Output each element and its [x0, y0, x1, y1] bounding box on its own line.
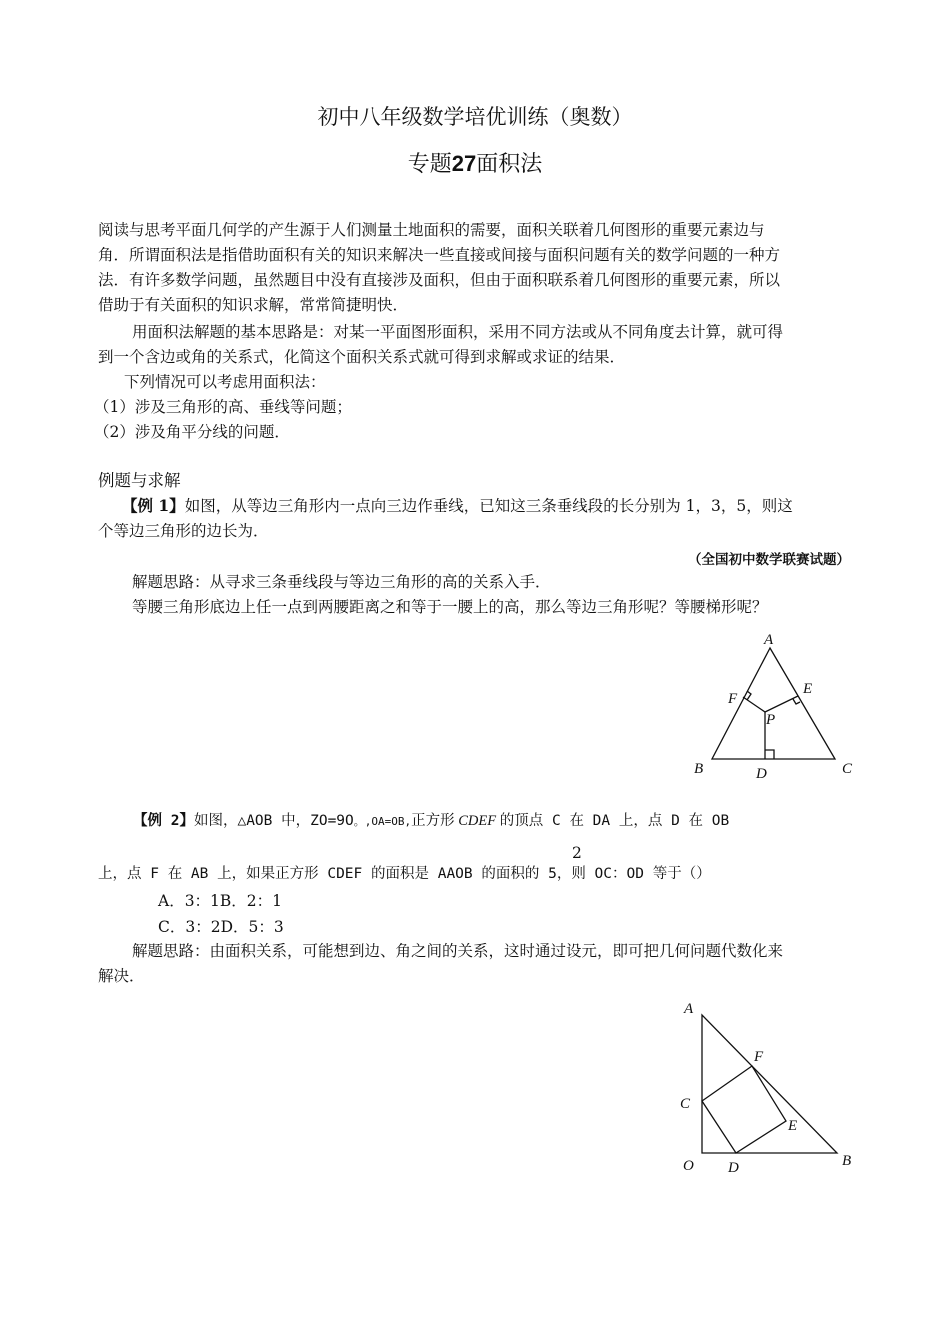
intro-item-2: （2）涉及角平分线的问题． [94, 423, 290, 441]
example1-line-2: 个等边三角形的边长为． [98, 522, 269, 540]
example1-hint: 解题思路：从寻求三条垂线段与等边三角形的高的关系入手． [132, 573, 551, 591]
example1-tag: 【例 1】 [122, 496, 185, 515]
example2-text-d: CDEF [454, 813, 500, 829]
example2-hint-line-2: 解决． [98, 967, 145, 985]
right-triangle-square-figure [670, 995, 870, 1185]
example2-text-e: 的顶点 C 在 DA 上，点 D 在 OB [499, 813, 730, 829]
label-a: A [764, 632, 774, 648]
example2-line-1 [133, 809, 729, 835]
label-a: A [684, 1001, 694, 1017]
perp-pe [765, 696, 798, 712]
right-angle-e [793, 699, 800, 704]
subtitle-suffix: 面积法 [476, 152, 543, 177]
label-o: O [683, 1158, 694, 1174]
subtitle-number: 27 [451, 151, 477, 176]
equilateral-triangle-figure [690, 628, 865, 788]
label-b: B [694, 761, 704, 777]
example1-text: 如图，从等边三角形内一点向三边作垂线，已知这三条垂线段的长分别为 1，3，5，则这 [184, 497, 793, 515]
label-b: B [842, 1153, 852, 1169]
label-d: D [728, 1160, 739, 1176]
intro-item-1: （1）涉及三角形的高、垂线等问题； [94, 398, 352, 416]
example2-text-c: 正方形 [411, 813, 455, 829]
perp-pf [743, 697, 765, 712]
label-e: E [788, 1118, 798, 1134]
example2-options-cd: C．3：2D．5：3 [158, 918, 284, 936]
right-angle-f [747, 691, 751, 700]
label-e: E [803, 681, 813, 697]
intro-line-1: 阅读与思考平面几何学的产生源于人们测量土地面积的需要，面积关联着几何图形的重要元素边与 [98, 221, 765, 239]
intro-line-3: 法．有许多数学问题，虽然题目中没有直接涉及面积，但由于面积联系着几何图形的重要元素，所以 [98, 271, 781, 289]
section-heading: 例题与求解 [98, 471, 181, 490]
example2-text-a: 如图，△AOB 中，ZO=9O [193, 813, 354, 829]
example1-source: （全国初中数学联赛试题） [688, 552, 850, 567]
label-p: P [766, 712, 776, 728]
example2-line-2: 上，点 F 在 AB 上，如果正方形 CDEF 的面积是 AAOB 的面积的 5，则 OC：OD 等于（） [98, 866, 711, 882]
intro-para2-line-1: 用面积法解题的基本思路是：对某一平面图形面积，采用不同方法或从不同角度去计算，就可得 [132, 323, 784, 341]
intro-para2-line-2: 到一个含边或角的关系式，化简这个面积关系式就可得到求解或求证的结果． [98, 348, 626, 366]
example2-tag: 【例 2】 [133, 813, 194, 829]
subtitle-prefix: 专题 [407, 152, 452, 177]
label-c: C [680, 1096, 691, 1112]
intro-line-2: 角．所谓面积法是指借助面积有关的知识来解决一些直接或间接与面积问题有关的数学问题的一种方 [98, 246, 781, 264]
example2-options-ab: A．3：1B．2：1 [158, 892, 283, 910]
square-cdef [702, 1066, 786, 1153]
page-subtitle [0, 147, 950, 178]
label-d: D [756, 766, 767, 782]
intro-para3: 下列情况可以考虑用面积法： [124, 373, 326, 391]
example1-line-1 [122, 494, 793, 519]
label-c: C [842, 761, 853, 777]
label-f: F [728, 691, 738, 707]
intro-line-4: 借助于有关面积的知识求解，常常简捷明快． [98, 296, 409, 314]
label-f: F [754, 1049, 764, 1065]
example2-hint-line-1: 解题思路：由面积关系，可能想到边、角之间的关系，这时通过设元，即可把几何问题代数化来 [132, 942, 784, 960]
example2-fraction-numerator: 2 [572, 844, 582, 862]
example2-text-b: 。,OA=OB, [353, 815, 412, 828]
example1-hint-2: 等腰三角形底边上任一点到两腰距离之和等于一腰上的高，那么等边三角形呢？等腰梯形呢？ [132, 598, 768, 616]
page-title: 初中八年级数学培优训练（奥数） [317, 105, 633, 129]
right-angle-d [765, 750, 774, 759]
